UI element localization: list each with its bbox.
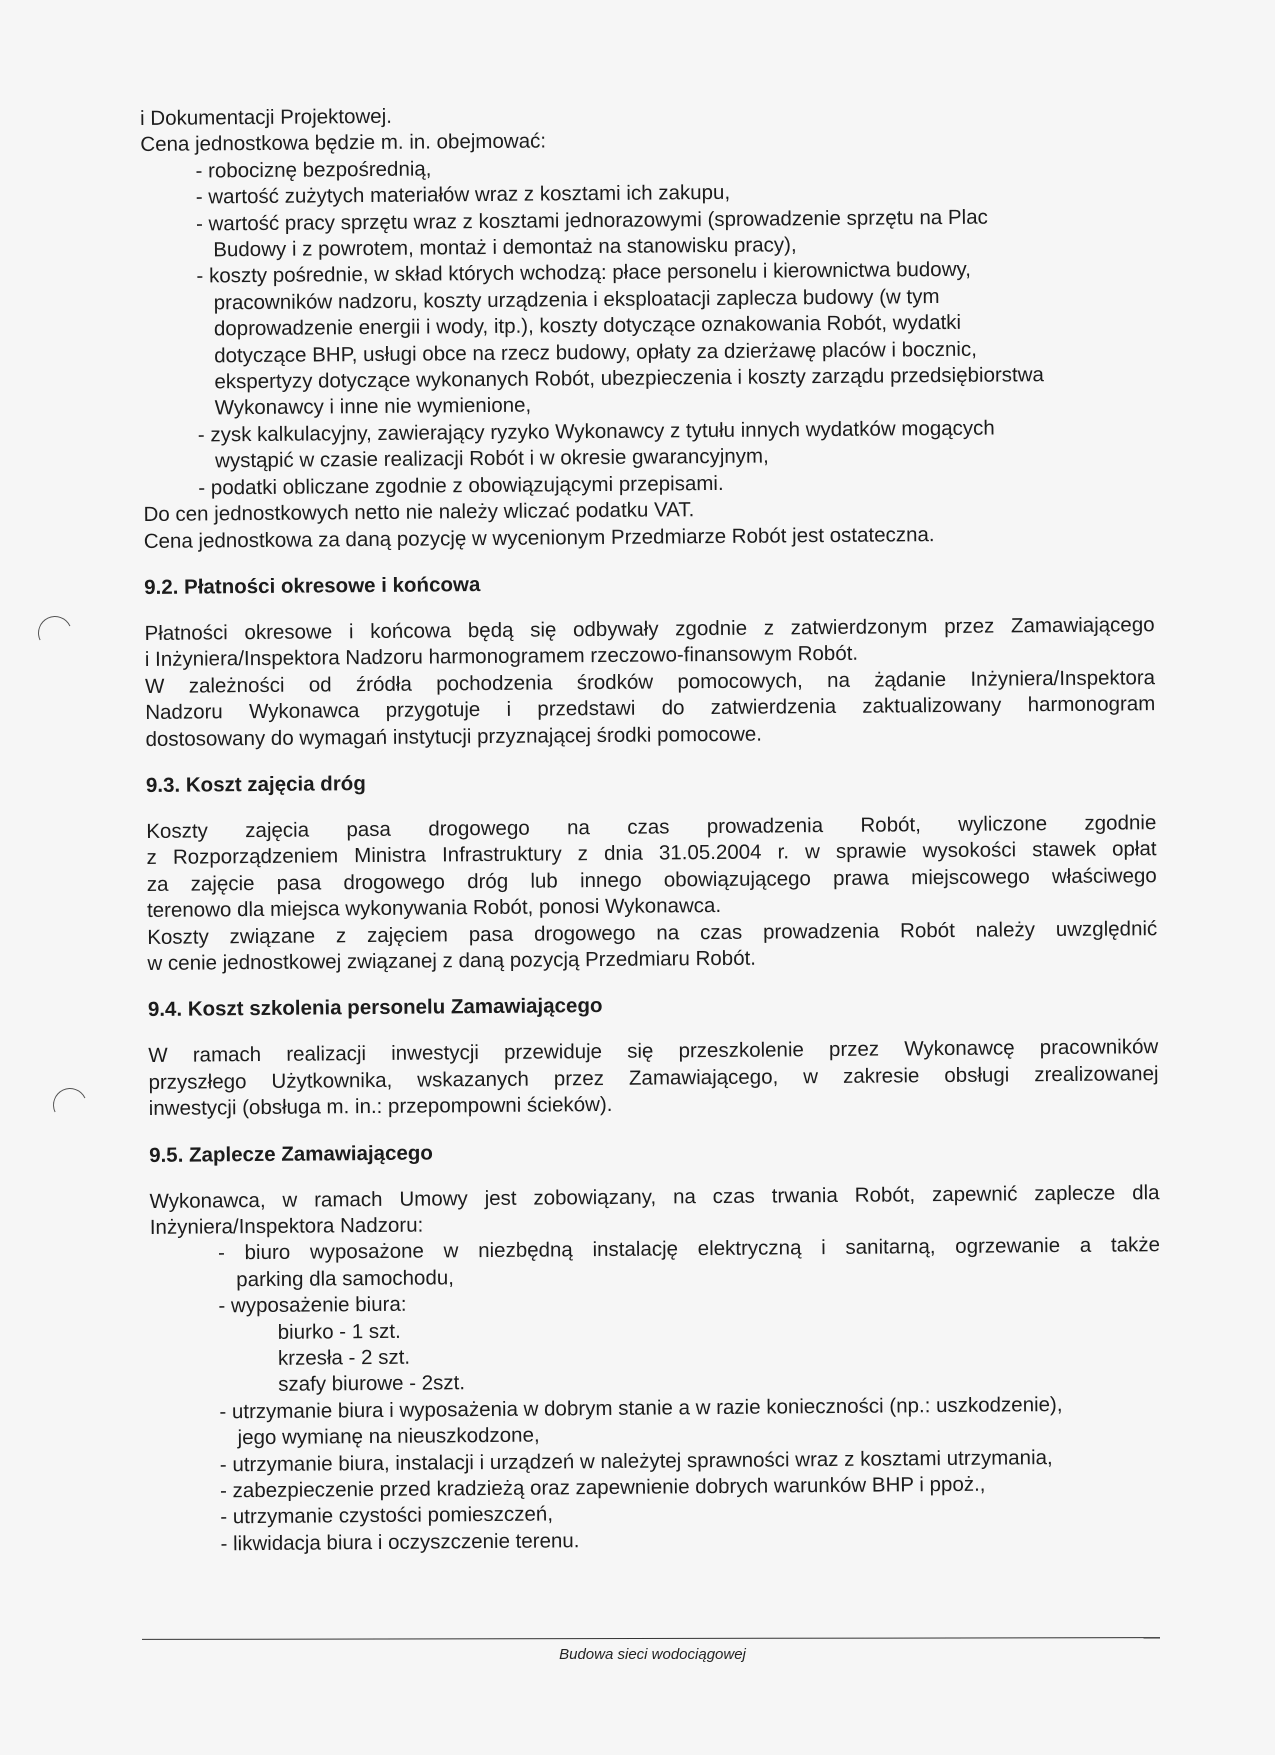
- punch-hole-mark: [33, 611, 77, 655]
- punch-hole-mark: [48, 1083, 92, 1127]
- list-item: - wartość pracy sprzętu wraz z kosztami jednorazowymi (sprowadzenie sprzętu na Plac: [195, 205, 988, 236]
- text-line: Cena jednostkowa za daną pozycję w wycenionym Przedmiarze Robót jest ostateczna.: [143, 522, 935, 553]
- paragraph-line: Nadzoru Wykonawca przygotuje i przedstawi do zatwierdzenia zaktualizowany harmonogram: [145, 692, 1156, 725]
- paragraph-line: Płatności okresowe i końcowa będą się odbywały zgodnie z zatwierdzonym przez Zamawiającego: [144, 613, 1155, 645]
- section-heading-9-3: 9.3. Koszt zajęcia dróg: [145, 771, 366, 797]
- paragraph-line: W zależności od źródła pochodzenia środków pomocowych, na żądanie Inżyniera/Inspektora: [144, 665, 1156, 698]
- paragraph-line: przyszłego Użytkownika, wskazanych przez Zamawiającego, w zakresie obsługi zrealizowanej: [148, 1061, 1159, 1094]
- list-item: - wyposażenie biura:: [218, 1292, 407, 1318]
- list-item: - wartość zużytych materiałów wraz z kosztami ich zakupu,: [195, 181, 731, 209]
- paragraph-line: w cenie jednostkowej związanej z daną pozycją Przedmiaru Robót.: [147, 946, 757, 975]
- document-body: [140, 97, 1163, 1558]
- list-item-continuation: dotyczące BHP, usługi obce na rzecz budowy, opłaty za dzierżawę placów i bocznic,: [214, 337, 977, 368]
- list-item-continuation: Budowy i z powrotem, montaż i demontaż na stanowisku pracy),: [213, 233, 797, 262]
- section-heading-9-2: 9.2. Płatności okresowe i końcowa: [144, 572, 481, 599]
- list-item-continuation: doprowadzenie energii i wody, itp.), koszty dotyczące oznakowania Robót, wydatki: [213, 311, 962, 341]
- section-heading-9-5: 9.5. Zaplecze Zamawiającego: [149, 1141, 433, 1167]
- paragraph-line: Koszty zajęcia pasa drogowego na czas prowadzenia Robót, wyliczone zgodnie: [146, 811, 1157, 843]
- office-items-list: [150, 1233, 1163, 1559]
- text-line: Do cen jednostkowych netto nie należy wliczać podatku VAT.: [143, 498, 695, 527]
- paragraph-line: za zajęcie pasa drogowego dróg lub innego obowiązującego prawa miejscowego właściwego: [146, 863, 1157, 896]
- list-item-continuation: Wykonawcy i inne nie wymienione,: [214, 394, 532, 420]
- paragraph-line: inwestycji (obsługa m. in.: przepompowni ścieków).: [148, 1093, 613, 1121]
- page-footer: Budowa sieci wodociągowej: [559, 1646, 746, 1663]
- list-item-continuation: wystąpić w czasie realizacji Robót i w okresie gwarancyjnym,: [215, 444, 769, 473]
- paragraph-line: terenowo dla miejsca wykonywania Robót, ponosi Wykonawca.: [146, 894, 722, 923]
- list-item: - likwidacja biura i oczyszczenie terenu.: [220, 1529, 580, 1556]
- list-item: - zabezpieczenie przed kradzieżą oraz zapewnienie dobrych warunków BHP i ppoż.,: [219, 1472, 986, 1503]
- list-item: - biuro wyposażone w niezbędną instalację elektryczną i sanitarną, ogrzewanie a także: [217, 1233, 1161, 1265]
- list-item-continuation: ekspertyzy dotyczące wykonanych Robót, ubezpieczenia i koszty zarządu przedsiębiorstwa: [214, 363, 1045, 394]
- list-item: - koszty pośrednie, w skład których wchodzą: płace personelu i kierownictwa budowy,: [196, 258, 971, 288]
- sub-list-item: szafy biurowe - 2szt.: [278, 1371, 466, 1397]
- list-item: - robociznę bezpośrednią,: [195, 157, 432, 183]
- paragraph-line: Inżyniera/Inspektora Nadzoru:: [149, 1213, 424, 1239]
- list-item: - utrzymanie biura, instalacji i urządzeń w należytej sprawności wraz z kosztami utrzymania,: [219, 1445, 1053, 1477]
- paragraph-line: z Rozporządzeniem Ministra Infrastruktury z dnia 31.05.2004 r. w sprawie wysokości stawek opłat: [146, 837, 1157, 870]
- list-item-continuation: pracowników nadzoru, koszty urządzenia i eksploatacji zaplecza budowy (w tym: [213, 284, 940, 315]
- paragraph-line: W ramach realizacji inwestycji przewiduje się przeszkolenie przez Wykonawcę pracowników: [148, 1035, 1159, 1068]
- list-item: - utrzymanie biura i wyposażenia w dobrym stanie a w razie konieczności (np.: uszkodzenie),: [219, 1392, 1063, 1424]
- paragraph-line: Koszty związane z zajęciem pasa drogowego na czas prowadzenia Robót należy uwzględnić: [147, 916, 1158, 949]
- sub-list-item: krzesła - 2 szt.: [277, 1345, 411, 1370]
- list-item: - zysk kalkulacyjny, zawierający ryzyko Wykonawcy z tytułu innych wydatków mogących: [197, 416, 995, 447]
- section-heading-9-4: 9.4. Koszt szkolenia personelu Zamawiającego: [147, 994, 603, 1022]
- list-item-continuation: jego wymianę na nieuszkodzone,: [237, 1423, 540, 1450]
- paragraph-line: Wykonawca, w ramach Umowy jest zobowiązany, na czas trwania Robót, zapewnić zaplecze dla: [149, 1180, 1160, 1213]
- list-item: - utrzymanie czystości pomieszczeń,: [220, 1502, 554, 1529]
- sub-list-item: biurko - 1 szt.: [277, 1319, 401, 1344]
- text-line: i Dokumentacji Projektowej.: [140, 104, 392, 130]
- text-line: Cena jednostkowa będzie m. in. obejmować:: [140, 129, 547, 157]
- paragraph-line: dostosowany do wymagań instytucji przyznającej środki pomocowe.: [145, 722, 763, 751]
- list-item: - podatki obliczane zgodnie z obowiązującymi przepisami.: [198, 471, 724, 500]
- list-item-continuation: parking dla samochodu,: [236, 1266, 455, 1292]
- paragraph-line: i Inżyniera/Inspektora Nadzoru harmonogramem rzeczowo-finansowym Robót.: [144, 642, 859, 672]
- footer-divider: [142, 1637, 1160, 1640]
- cost-items-list: [140, 150, 1153, 502]
